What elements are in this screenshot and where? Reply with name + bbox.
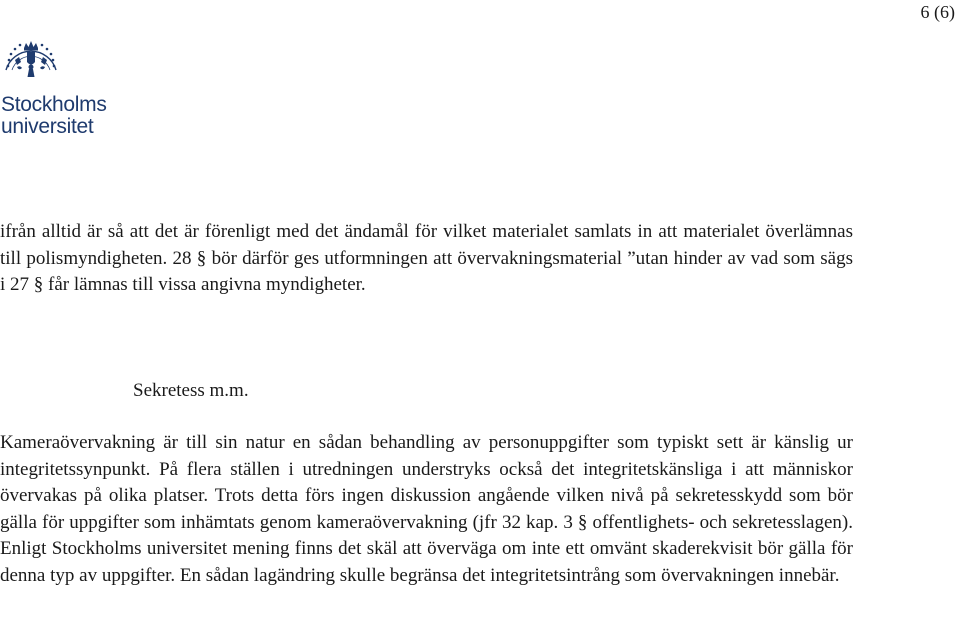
stockholm-university-logo — [0, 36, 122, 140]
paragraph-2: Kameraövervakning är till sin natur en sådan behandling av personuppgifter som typiskt sett är känslig ur integritetssynpunkt. På flera ställen i utredningen understryks också det integritetskänsliga i att människor övervakas på olika platser. Trots detta förs ingen diskussion angående vilken nivå på sekretesskydd som bör gälla för uppgifter som inhämtats genom kameraövervakning (jfr 32 kap. 3 § offentlighets- och sekretesslagen). Enligt Stockholms universitet mening finns det skäl att överväga om inte ett omvänt skaderekvisit bör gälla för denna typ av uppgifter. En sådan lagändring skulle begränsa det integritetsintrång som övervakningen innebär. — [0, 432, 853, 586]
logo-wordmark — [1, 94, 107, 138]
logo-line-2: universitet — [1, 115, 94, 138]
university-seal-icon — [0, 36, 62, 94]
paragraph-1: ifrån alltid är så att det är förenligt med det ändamål för vilket materialet samlats in att materialet överlämnas till polismyndigheten. 28 § bör därför ges utformningen att övervakningsmaterial ”utan hinder av vad som sägs i 27 § får lämnas till vissa angivna myndigheter. — [0, 221, 853, 295]
section-heading: Sekretess m.m. — [133, 380, 249, 401]
page-number: 6 (6) — [920, 2, 955, 22]
logo-line-1: Stockholms — [1, 93, 107, 116]
